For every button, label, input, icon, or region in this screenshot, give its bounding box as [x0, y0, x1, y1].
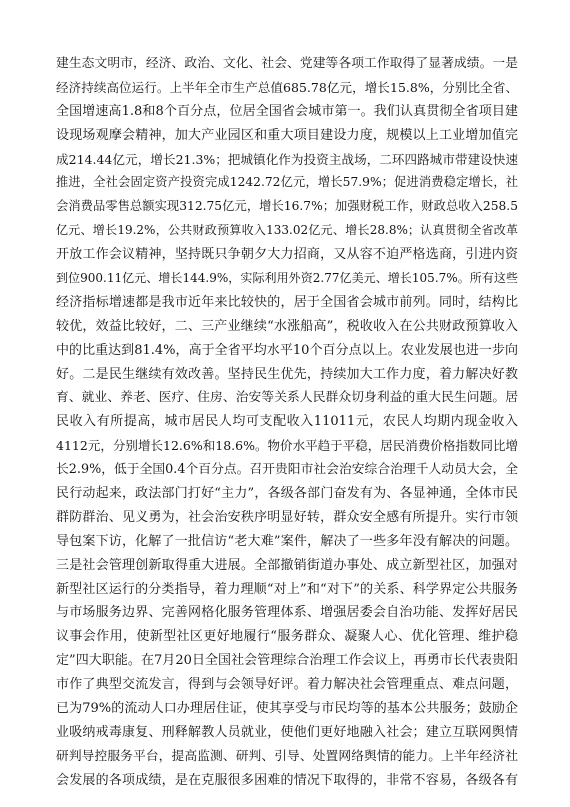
text-line-18: 长2.9%，低于全国0.4个百分点。召开贵阳市社会治安综合治理千人动员大会，全	[56, 462, 518, 478]
text-line-31: 会发展的各项成绩，是在克服很多困难的情况下取得的，非常不容易，各级各有	[56, 772, 518, 788]
text-line-29: 业吸纳戒毒康复、刑释解教人员就业，使他们更好地融入社会；建立互联网舆情	[56, 724, 518, 740]
document-body	[56, 52, 518, 793]
text-line-23: 新型社区运行的分类指导，着力理顺“对上”和“对下”的关系、科学界定公共服务	[56, 581, 518, 597]
text-line-21: 导包案下访，化解了一批信访“老大难”案件，解决了一些多年没有解决的问题。	[56, 533, 518, 549]
text-line-9: 开放工作会议精神，坚持既只争朝夕大力招商，又从容不迫严格选商，引进内资	[56, 247, 518, 263]
text-line-5: 成214.44亿元，增长21.3%；把城镇化作为投资主战场，二环四路城市带建设快速	[56, 151, 518, 167]
text-line-3: 全国增速高1.8和8个百分点，位居全国省会城市第一。我们认真贯彻全省项目建	[56, 103, 518, 119]
text-line-8: 亿元、增长19.2%，公共财政预算收入133.02亿元、增长28.8%；认真贯彻全省改革	[56, 223, 518, 238]
text-line-14: 好。二是民生继续有效改善。坚持民生优先，持续加大工作力度，着力解决好教	[56, 366, 518, 382]
text-line-28: 已为79%的流动人口办理居住证，使其享受与市民均等的基本公共服务；鼓励企	[56, 701, 518, 717]
text-line-16: 民收入有所提高，城市居民人均可支配收入11011元，农民人均期内现金收入	[56, 414, 518, 430]
text-line-15: 育、就业、养老、医疗、住房、治安等关系人民群众切身利益的重大民生问题。居	[56, 390, 518, 406]
text-line-11: 经济指标增速都是我市近年来比较快的，居于全国省会城市前列。同时，结构比	[56, 294, 518, 310]
text-line-13: 中的比重达到81.4%，高于全省平均水平10个百分点以上。农业发展也进一步向	[56, 342, 518, 358]
text-line-4: 设现场观摩会精神，加大产业园区和重大项目建设力度，规模以上工业增加值完	[56, 127, 518, 143]
text-line-25: 议事会作用，使新型社区更好地履行“服务群众、凝聚人心、优化管理、维护稳	[56, 629, 518, 645]
text-line-10: 到位900.11亿元、增长144.9%，实际利用外资2.77亿美元、增长105.7%。所有这些	[56, 271, 518, 286]
text-line-20: 群防群治、见义勇为，社会治安秩序明显好转，群众安全感有所提升。实行市领	[56, 509, 518, 525]
text-line-30: 研判导控服务平台，提高监测、研判、引导、处置网络舆情的能力。上半年经济社	[56, 748, 518, 764]
text-line-17: 4112元，分别增长12.6%和18.6%。物价水平趋于平稳，居民消费价格指数同比增	[56, 438, 518, 454]
text-line-22: 三是社会管理创新取得重大进展。全部撤销街道办事处、成立新型社区，加强对	[56, 557, 518, 573]
text-line-2: 经济持续高位运行。上半年全市生产总值685.78亿元，增长15.8%，分别比全省、	[56, 79, 518, 95]
text-line-24: 与市场服务边界、完善网格化服务管理体系、增强居委会自治功能、发挥好居民	[56, 605, 518, 621]
text-line-6: 推进，全社会固定资产投资完成1242.72亿元，增长57.9%；促进消费稳定增长，社	[56, 175, 518, 190]
text-line-7: 会消费品零售总额实现312.75亿元，增长16.7%；加强财税工作，财政总收入258.5	[56, 199, 518, 214]
text-line-1: 建生态文明市，经济、政治、文化、社会、党建等各项工作取得了显著成绩。一是	[56, 56, 518, 71]
text-line-26: 定”四大职能。在7月20日全国社会管理综合治理工作会议上，再勇市长代表贵阳	[56, 653, 518, 669]
text-line-12: 较优，效益比较好，二、三产业继续“水涨船高”，税收收入在公共财政预算收入	[56, 318, 518, 334]
text-line-27: 市作了典型交流发言，得到与会领导好评。着力解决社会管理重点、难点问题，	[56, 677, 518, 693]
text-line-19: 民行动起来，政法部门打好“主力”，各级各部门奋发有为、各显神通，全体市民	[56, 486, 518, 502]
